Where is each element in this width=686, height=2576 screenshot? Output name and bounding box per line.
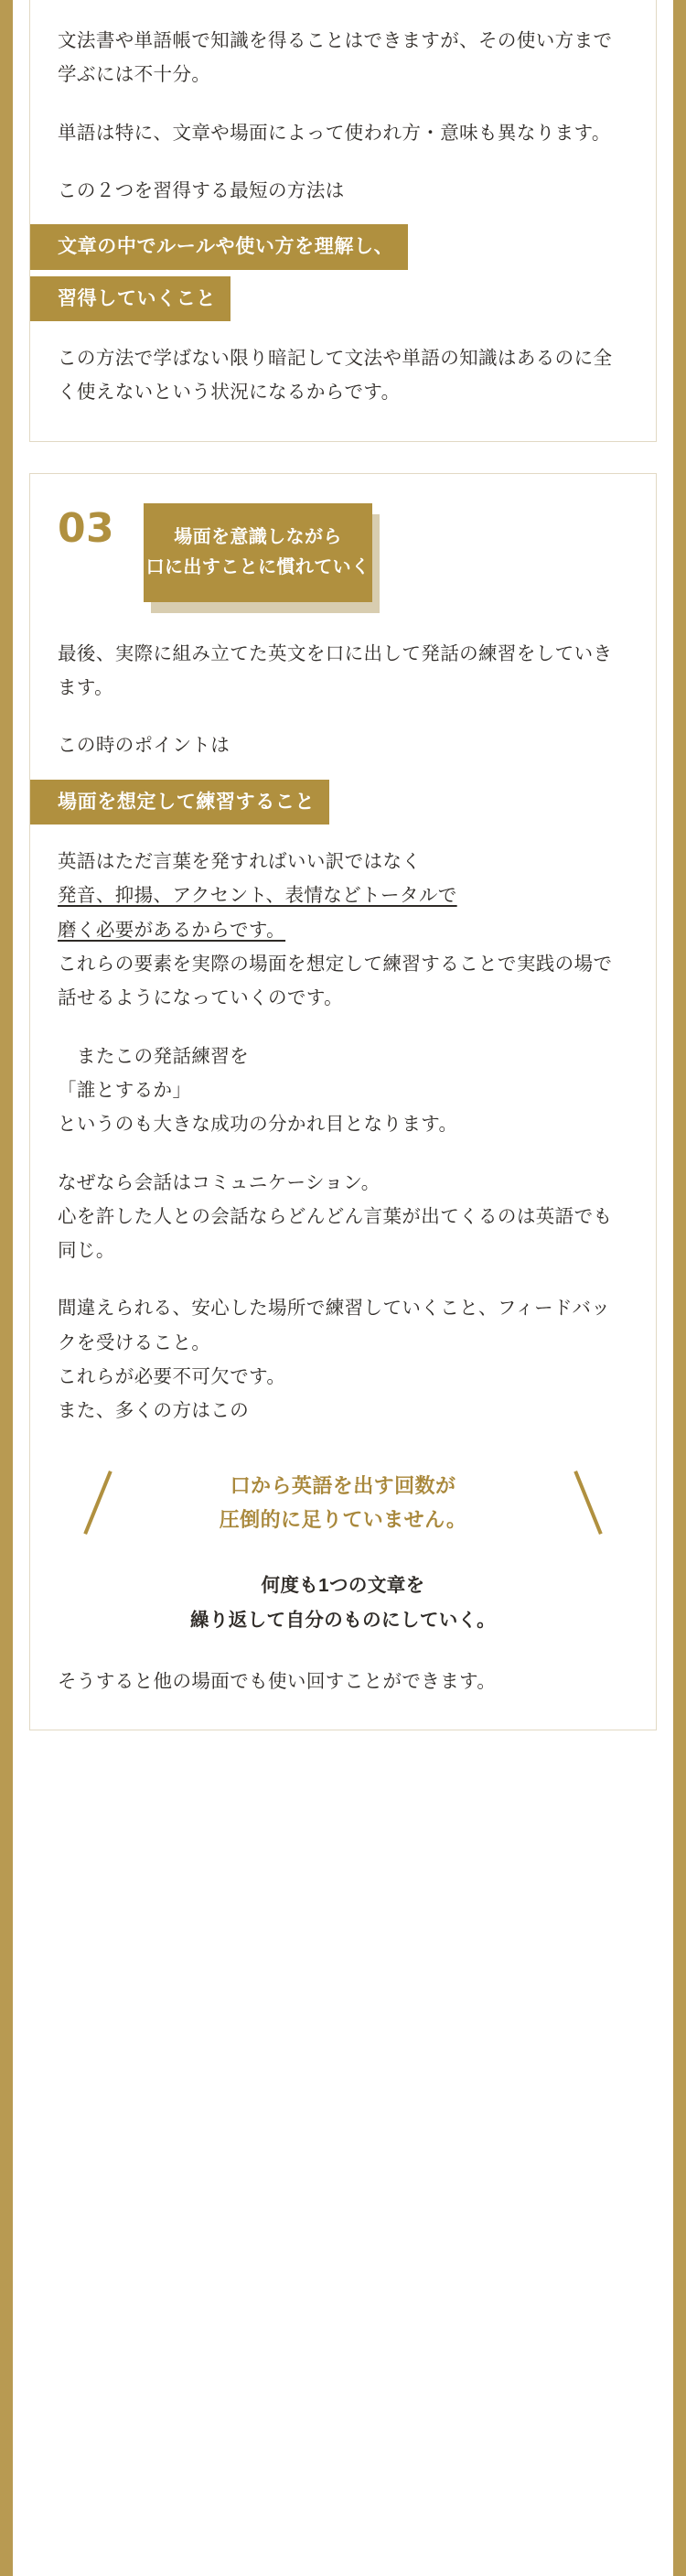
paragraph: 最後、実際に組み立てた英文を口に出して発話の練習をしていきます。	[58, 642, 613, 699]
text-line: これらの要素を実際の場面を想定して練習することで実践の場で話せるようになっていくのです。	[58, 954, 613, 1009]
left-slash-mark	[83, 1471, 112, 1535]
paragraph	[58, 845, 628, 1015]
paragraph	[58, 1166, 628, 1268]
highlight-band: 場面を想定して練習すること	[30, 780, 329, 825]
text-line-underlined: 発音、抑揚、アクセント、表情などトータルで	[58, 885, 457, 907]
text-line: 心を許した人との会話ならどんどん言葉が出てくるのは英語でも同じ。	[58, 1205, 613, 1262]
text-line: また、多くの方はこの	[58, 1400, 250, 1422]
text-line: 英語はただ言葉を発すればいい訳ではなく	[58, 851, 422, 873]
text-line-underlined: 磨く必要があるからです。	[58, 919, 286, 941]
emphasis-block	[58, 1465, 628, 1542]
section-number: 03	[58, 504, 115, 552]
highlight-band: 文章の中でルールや使い方を理解し、	[30, 224, 408, 270]
section-gap	[13, 442, 673, 473]
emphasis-line-1: 口から英語を出す回数が	[230, 1473, 456, 1497]
section-03-header	[58, 500, 628, 609]
text-line: なぜなら会話はコミュニケーション。	[58, 1171, 381, 1193]
highlight-band-group	[58, 780, 628, 825]
paragraph: この２つを習得する最短の方法は	[58, 179, 345, 201]
paragraph: この方法で学ばない限り暗記して文法や単語の知識はあるのに全く使えないという状況になるからです。	[58, 348, 613, 404]
centered-line-2: 繰り返して自分のものにしていく。	[189, 1609, 497, 1631]
right-slash-mark	[573, 1471, 602, 1535]
section-title-line-2: 口に出すことに慣れていく	[145, 556, 370, 577]
text-line: というのも大きな成功の分かれ目となります。	[58, 1114, 458, 1136]
paragraph: この時のポイントは	[58, 735, 230, 757]
paragraph: 文法書や単語帳で知識を得ることはできますが、その使い方まで学ぶには不十分。	[58, 30, 613, 86]
section-title	[144, 503, 372, 602]
paragraph: 単語は特に、文章や場面によって使われ方・意味も異なります。	[58, 122, 611, 144]
section-title-line-1: 場面を意識しながら	[174, 527, 342, 548]
emphasis-line-2: 圧倒的に足りていません。	[219, 1508, 467, 1532]
centered-line-1: 何度も1つの文章を	[261, 1575, 425, 1597]
text-line: 「誰とするか」	[58, 1079, 192, 1101]
highlight-band: 習得していくこと	[30, 276, 230, 322]
section-03-card	[29, 473, 657, 1730]
paragraph	[58, 1291, 628, 1428]
section-02-tail-card	[29, 0, 657, 442]
paragraph: そうすると他の場面でも使い回すことができます。	[58, 1670, 497, 1692]
text-line: 間違えられる、安心した場所で練習していくこと、フィードバックを受けること。	[58, 1298, 611, 1353]
paragraph	[58, 1040, 628, 1142]
emphasis-text	[113, 1469, 573, 1538]
highlight-band-group	[58, 224, 628, 321]
centered-statement	[58, 1568, 628, 1637]
text-line: またこの発話練習を	[58, 1045, 250, 1067]
text-line: これらが必要不可欠です。	[58, 1366, 286, 1388]
